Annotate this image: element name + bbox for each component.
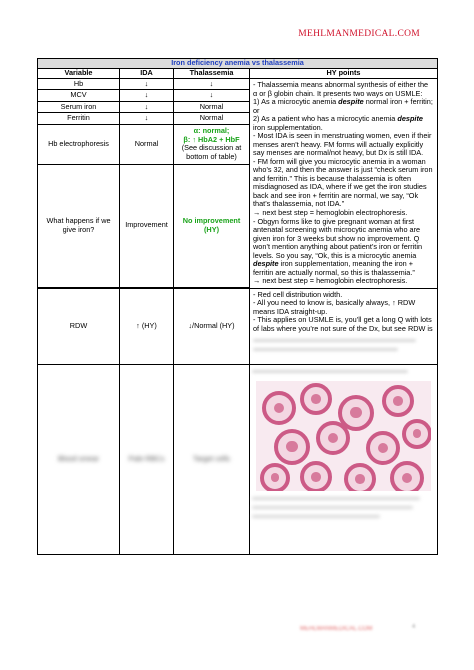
table-title-row xyxy=(38,59,438,69)
footer-site: MEHLMANMEDICAL.COM xyxy=(300,626,373,632)
blurred-text-line xyxy=(252,497,420,500)
cell-thal: Target cells xyxy=(174,364,250,554)
hy-points-main xyxy=(250,79,438,289)
cell-ida: Normal xyxy=(120,124,174,164)
cell-variable: Hb electrophoresis xyxy=(38,124,120,164)
hy-text: - FM form will give you microcytic anemia in a woman who’s 32, and then the answer is just “check serum iron and ferritin.” This is because thalassemia is often misdiagnosed as IDA, where if we get the iron studies back and see iron + ferritin are normal, we say, “Ok that’s thalassemia, not IDA.” xyxy=(253,156,433,209)
header-hy-points: HY points xyxy=(250,69,438,79)
hy-text: → next best step = hemoglobin electrophoresis. xyxy=(253,207,408,217)
header-ida: IDA xyxy=(120,69,174,79)
cell-variable: Ferritin xyxy=(38,113,120,124)
hy-text: - Obgyn forms like to give pregnant woman at first antenatal screening with microcytic anemia who are given iron for 3 weeks but show no improvement. Q won’t mention anything about patient’s iron or ferritin levels. So you say, “Ok, this is a microcytic anemia despite iron supplementation, meaning the iron + ferritin are actually normal, so this is thalassemia.” xyxy=(253,216,423,277)
table-title: Iron deficiency anemia vs thalassemia xyxy=(38,59,438,69)
cell-variable: What happens if we give iron? xyxy=(38,164,120,287)
blurred-text-line xyxy=(252,370,408,373)
hy-text: - This applies on USMLE is, you’ll get a long Q with lots of labs where you’re not sure of the Dx, but see RDW is xyxy=(253,315,433,333)
table-header-row xyxy=(38,69,438,79)
blurred-text-line xyxy=(252,515,380,518)
hy-text: - All you need to know is, basically always, ↑ RDW means IDA straight-up. xyxy=(253,298,416,316)
hy-text: 1) As a microcytic anemia despite normal iron + ferritin; or xyxy=(253,97,433,115)
blood-smear-image xyxy=(256,381,431,491)
cell-thal: ↓ xyxy=(174,90,250,101)
hy-points-rdw xyxy=(250,288,438,364)
hy-text: → next best step = hemoglobin electrophoresis. xyxy=(253,276,408,286)
cell-thal: No improvement (HY) xyxy=(174,164,250,287)
cell-thal xyxy=(174,124,250,164)
blurred-text-line xyxy=(253,339,416,342)
cell-variable: Blood smear xyxy=(38,364,120,554)
cell-variable: MCV xyxy=(38,90,120,101)
cell-thal: ↓/Normal (HY) xyxy=(174,288,250,364)
cell-ida: ↑ (HY) xyxy=(120,288,174,364)
page-number: 4 xyxy=(412,624,416,630)
blurred-text-line xyxy=(252,506,413,509)
hy-text: - Red cell distribution width. xyxy=(253,289,343,299)
cell-ida: Improvement xyxy=(120,164,174,287)
comparison-table xyxy=(37,58,438,555)
cell-ida: Pale RBCs xyxy=(120,364,174,554)
cell-variable: Serum iron xyxy=(38,101,120,112)
brand-header: MEHLMANMEDICAL.COM xyxy=(298,29,420,39)
cell-ida: ↓ xyxy=(120,113,174,124)
hy-text: 2) As a patient who has a microcytic anemia despite iron supplementation. xyxy=(253,114,423,132)
header-thalassemia: Thalassemia xyxy=(174,69,250,79)
cell-ida: ↓ xyxy=(120,101,174,112)
header-variable: Variable xyxy=(38,69,120,79)
cell-variable: Hb xyxy=(38,79,120,90)
thal-note: (See discussion at bottom of table) xyxy=(181,143,242,161)
cell-thal: Normal xyxy=(174,101,250,112)
cell-ida: ↓ xyxy=(120,90,174,101)
table-row-blood-smear xyxy=(38,364,438,554)
cell-thal: Normal xyxy=(174,113,250,124)
cell-variable: RDW xyxy=(38,288,120,364)
table-row-hb xyxy=(38,79,438,90)
hy-text: - Most IDA is seen in menstruating women, even if their menses aren’t heavy. FM forms will actually explicitly say menses are normal/not heavy, but Dx is still IDA. xyxy=(253,131,432,158)
thal-beta: β: ↑ HbA2 + HbF xyxy=(183,134,240,144)
hy-text: - Thalassemia means abnormal synthesis of either the α or β globin chain. It presents two ways on USMLE: xyxy=(253,80,429,98)
cell-thal: ↓ xyxy=(174,79,250,90)
blurred-text-line xyxy=(253,348,398,351)
smear-cell xyxy=(250,364,438,554)
table-row-rdw xyxy=(38,288,438,364)
thal-alpha: α: normal; xyxy=(193,126,230,136)
cell-ida: ↓ xyxy=(120,79,174,90)
